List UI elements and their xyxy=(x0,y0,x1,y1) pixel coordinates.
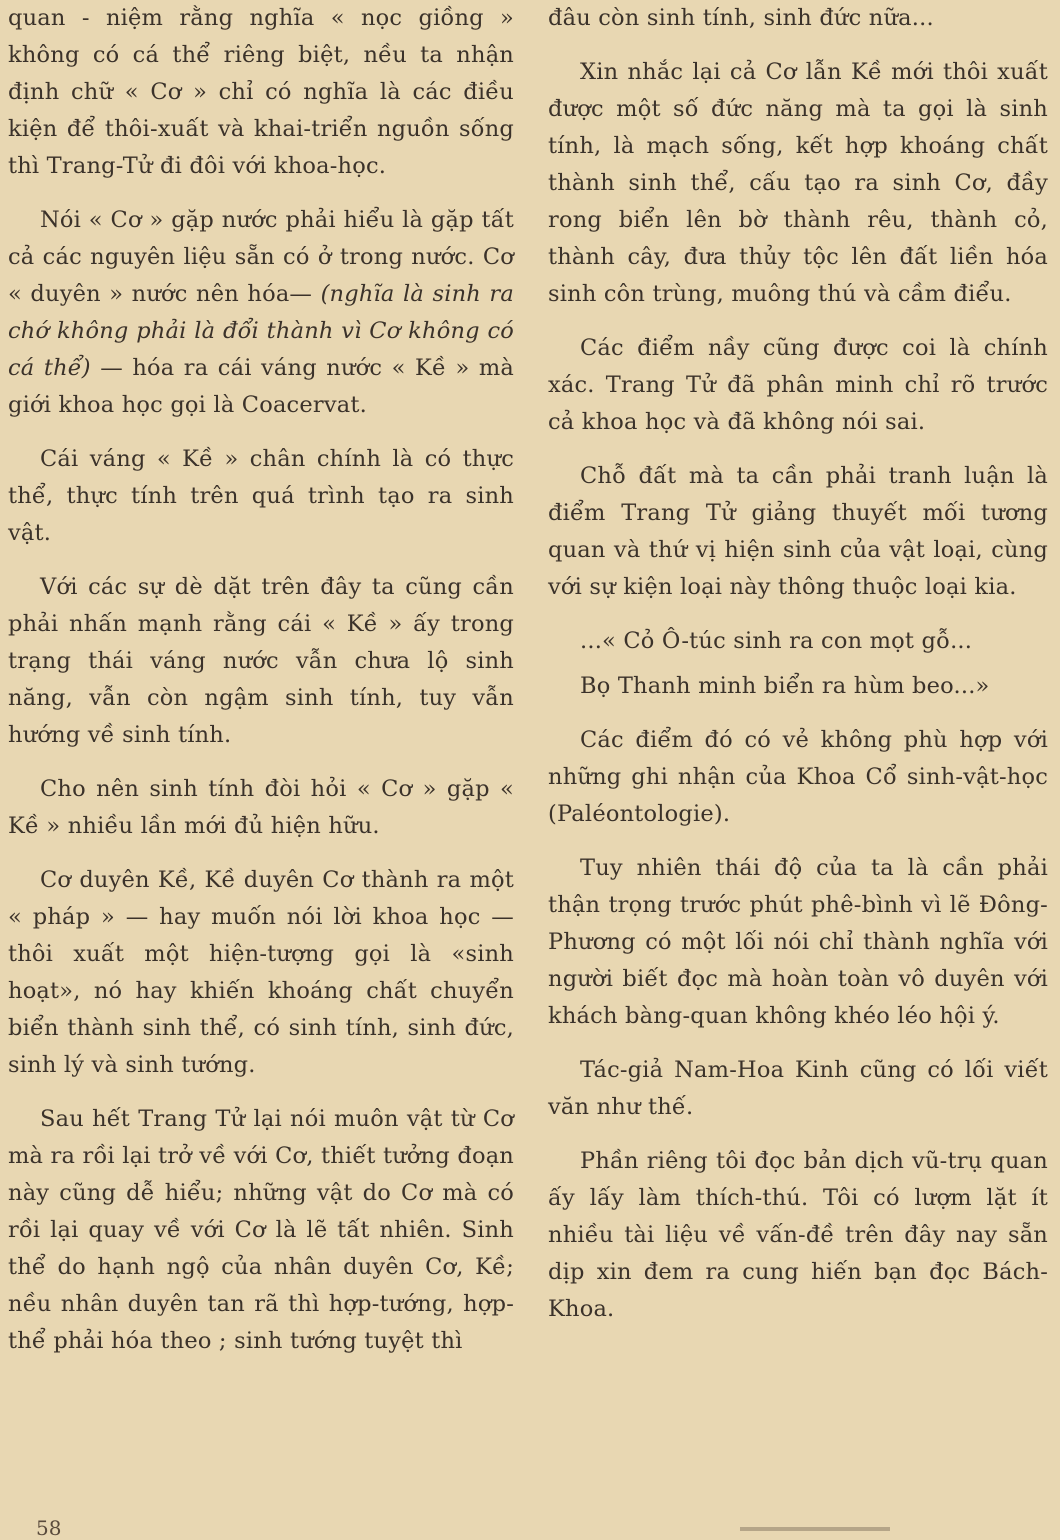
paragraph: Phần riêng tôi đọc bản dịch vũ-trụ quan ấy lấy làm thích-thú. Tôi có lượm lặt ít nhiều tài liệu về vấn-đề trên đây nay sẵn dịp xin đem ra cung hiến bạn đọc Bách-Khoa. xyxy=(548,1148,1048,1322)
right-column xyxy=(548,0,1048,1345)
paragraph: Cơ duyên Kề, Kề duyên Cơ thành ra một « pháp » — hay muốn nói lời khoa học — thôi xuất một hiện-tượng gọi là «sinh hoạt», nó hay khiến khoáng chất chuyển biển thành sinh thể, có sinh tính, sinh đức, sinh lý và sinh tướng. xyxy=(8,867,514,1078)
paragraph: Cho nên sinh tính đòi hỏi « Cơ » gặp « Kề » nhiều lần mới đủ hiện hữu. xyxy=(8,776,514,839)
paragraph xyxy=(8,202,514,424)
paragraph: Tác-giả Nam-Hoa Kinh cũng có lối viết văn như thế. xyxy=(548,1057,1048,1120)
quote-line: ...« Cỏ Ô-túc sinh ra con mọt gỗ... xyxy=(580,628,973,654)
italic-text: (nghĩa là sinh ra chớ không phải là đổi thành vì Cơ không có cá thể) xyxy=(8,281,514,381)
paragraph: Với các sự dè dặt trên đây ta cũng cần phải nhấn mạnh rằng cái « Kề » ấy trong trạng thái váng nước vẫn chưa lộ sinh năng, vẫn còn ngậm sinh tính, tuy vẫn hướng về sinh tính. xyxy=(8,574,514,748)
paragraph-text: — hóa ra cái váng nước « Kề » mà giới khoa học gọi là Coacervat. xyxy=(8,355,514,418)
paragraph: Chỗ đất mà ta cần phải tranh luận là điểm Trang Tử giảng thuyết mối tương quan và thứ vị hiện sinh của vật loại, cùng với sự kiện loại này thông thuộc loại kia. xyxy=(548,463,1048,600)
quote-line: Bọ Thanh minh biển ra hùm beo...» xyxy=(580,673,990,699)
paragraph: Các điểm đó có vẻ không phù hợp với những ghi nhận của Khoa Cổ sinh-vật-học (Paléontologie). xyxy=(548,727,1048,827)
paragraph: Xin nhắc lại cả Cơ lẫn Kề mới thôi xuất được một số đức năng mà ta gọi là sinh tính, là mạch sống, kết hợp khoáng chất thành sinh thể, cấu tạo ra sinh Cơ, đầy rong biển lên bờ thành rêu, thành cỏ, thành cây, đưa thủy tộc lên đất liền hóa sinh côn trùng, muông thú và cầm điểu. xyxy=(548,59,1048,307)
paragraph: quan - niệm rằng nghĩa « nọc giồng » không có cá thể riêng biệt, nều ta nhận định chữ « Cơ » chỉ có nghĩa là các điều kiện để thôi-xuất và khai-triển nguồn sống thì Trang-Tử đi đôi với khoa-học. xyxy=(8,5,514,179)
paragraph-text: Nói « Cơ » gặp nước phải hiểu là gặp tất cả các nguyên liệu sẵn có ở trong nước. Cơ « duyên » nước nên hóa— xyxy=(8,207,514,307)
paragraph: Cái váng « Kề » chân chính là có thực thể, thực tính trên quá trình tạo ra sinh vật. xyxy=(8,446,514,546)
page-number: 58 xyxy=(36,1516,62,1540)
paragraph: đâu còn sinh tính, sinh đức nữa... xyxy=(548,5,934,31)
left-column xyxy=(8,0,514,1377)
paragraph: Sau hết Trang Tử lại nói muôn vật từ Cơ mà ra rồi lại trở về với Cơ, thiết tưởng đoạn này cũng dễ hiểu; những vật do Cơ mà có rồi lại quay về với Cơ là lẽ tất nhiên. Sinh thể do hạnh ngộ của nhân duyên Cơ, Kề; nều nhân duyên tan rã thì hợp-tướng, hợp-thể phải hóa theo ; sinh tướng tuyệt thì xyxy=(8,1106,514,1354)
paragraph: Tuy nhiên thái độ của ta là cần phải thận trọng trước phút phê-bình vì lẽ Đông-Phương có một lối nói chỉ thành nghĩa với người biết đọc mà hoàn toàn vô duyên với khách bàng-quan không khéo léo hội ý. xyxy=(548,855,1048,1029)
paragraph: Các điểm nầy cũng được coi là chính xác. Trang Tử đã phân minh chỉ rõ trước cả khoa học và đã không nói sai. xyxy=(548,335,1048,435)
footer-rule xyxy=(740,1527,890,1531)
